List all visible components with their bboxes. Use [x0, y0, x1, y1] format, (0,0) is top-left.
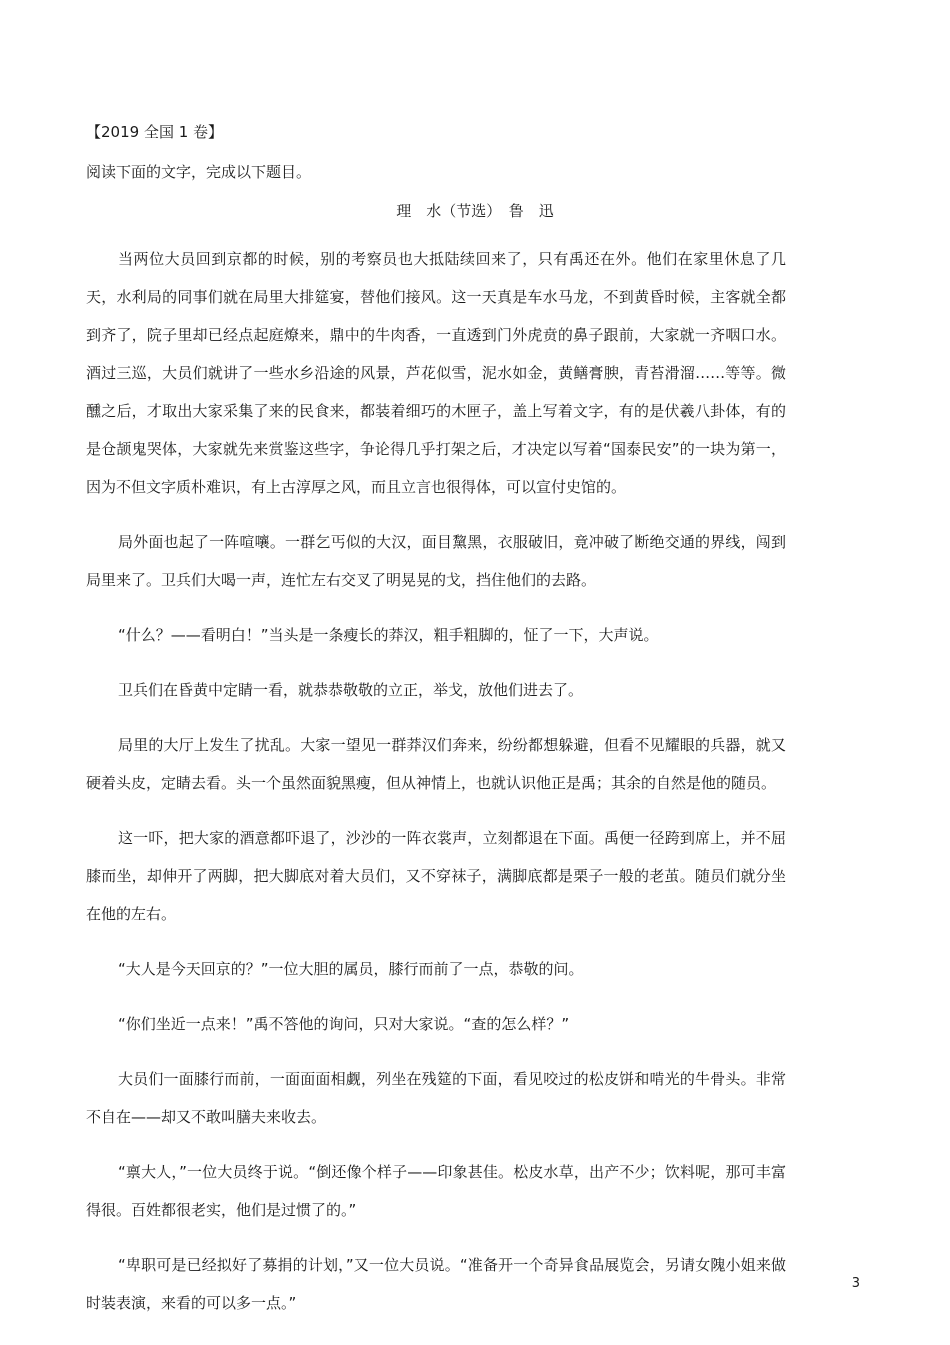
article-title: 理 水（节选） 鲁 迅 — [396, 202, 554, 220]
instruction-text: 阅读下面的文字，完成以下题目。 — [86, 163, 312, 181]
paragraph: 大员们一面膝行而前，一面面面相觑，列坐在残筵的下面，看见咬过的松皮饼和啃光的牛骨头。非常不自在——却又不敢叫膳夫来收去。 — [86, 1070, 786, 1126]
paragraph: 局外面也起了一阵喧嚷。一群乞丐似的大汉，面目黧黑，衣服破旧，竟冲破了断绝交通的界线，闯到局里来了。卫兵们大喝一声，连忙左右交叉了明晃晃的戈，挡住他们的去路。 — [86, 533, 786, 589]
exam-tag: 【2019 全国 1 卷】 — [86, 123, 224, 141]
paragraph: 卫兵们在昏黄中定睛一看，就恭恭敬敬的立正，举戈，放他们进去了。 — [118, 681, 584, 699]
paragraph: “卑职可是已经拟好了募捐的计划，”又一位大员说。“准备开一个奇异食品展览会，另请女隗小姐来做时装表演，来看的可以多一点。” — [86, 1256, 786, 1312]
paragraph: “禀大人，”一位大员终于说。“倒还像个样子——印象甚佳。松皮水草，出产不少；饮料呢，那可丰富得很。百姓都很老实，他们是过惯了的。” — [86, 1163, 786, 1219]
paragraph: “你们坐近一点来！”禹不答他的询问，只对大家说。“查的怎么样？” — [118, 1015, 570, 1033]
paragraph: 这一吓，把大家的酒意都吓退了，沙沙的一阵衣裳声，立刻都退在下面。禹便一径跨到席上，并不屈膝而坐，却伸开了两脚，把大脚底对着大员们，又不穿袜子，满脚底都是栗子一般的老茧。随员们就分坐在他的左右。 — [86, 829, 786, 923]
article-body — [86, 240, 786, 1339]
paragraph: 局里的大厅上发生了扰乱。大家一望见一群莽汉们奔来，纷纷都想躲避，但看不见耀眼的兵器，就又硬着头皮，定睛去看。头一个虽然面貌黑瘦，但从神情上，也就认识他正是禹；其余的自然是他的随员。 — [86, 736, 786, 792]
page-number: 3 — [851, 1276, 860, 1291]
paragraph: “什么？——看明白！”当头是一条瘦长的莽汉，粗手粗脚的，怔了一下，大声说。 — [118, 626, 659, 644]
paragraph: “大人是今天回京的？”一位大胆的属员，膝行而前了一点，恭敬的问。 — [118, 960, 584, 978]
paragraph: 当两位大员回到京都的时候，别的考察员也大抵陆续回来了，只有禹还在外。他们在家里休息了几天，水利局的同事们就在局里大排筵宴，替他们接风。这一天真是车水马龙，不到黄昏时候，主客就全都到齐了，院子里却已经点起庭燎来，鼎中的牛肉香，一直透到门外虎贲的鼻子跟前，大家就一齐咽口水。酒过三巡，大员们就讲了一些水乡沿途的风景，芦花似雪，泥水如金，黄鳝膏腴，青苔滑溜……等等。微醺之后，才取出大家采集了来的民食来，都装着细巧的木匣子，盖上写着文字，有的是伏羲八卦体，有的是仓颉鬼哭体，大家就先来赏鉴这些字，争论得几乎打架之后，才决定以写着“国泰民安”的一块为第一，因为不但文字质朴难识，有上古淳厚之风，而且立言也很得体，可以宣付史馆的。 — [86, 250, 786, 496]
